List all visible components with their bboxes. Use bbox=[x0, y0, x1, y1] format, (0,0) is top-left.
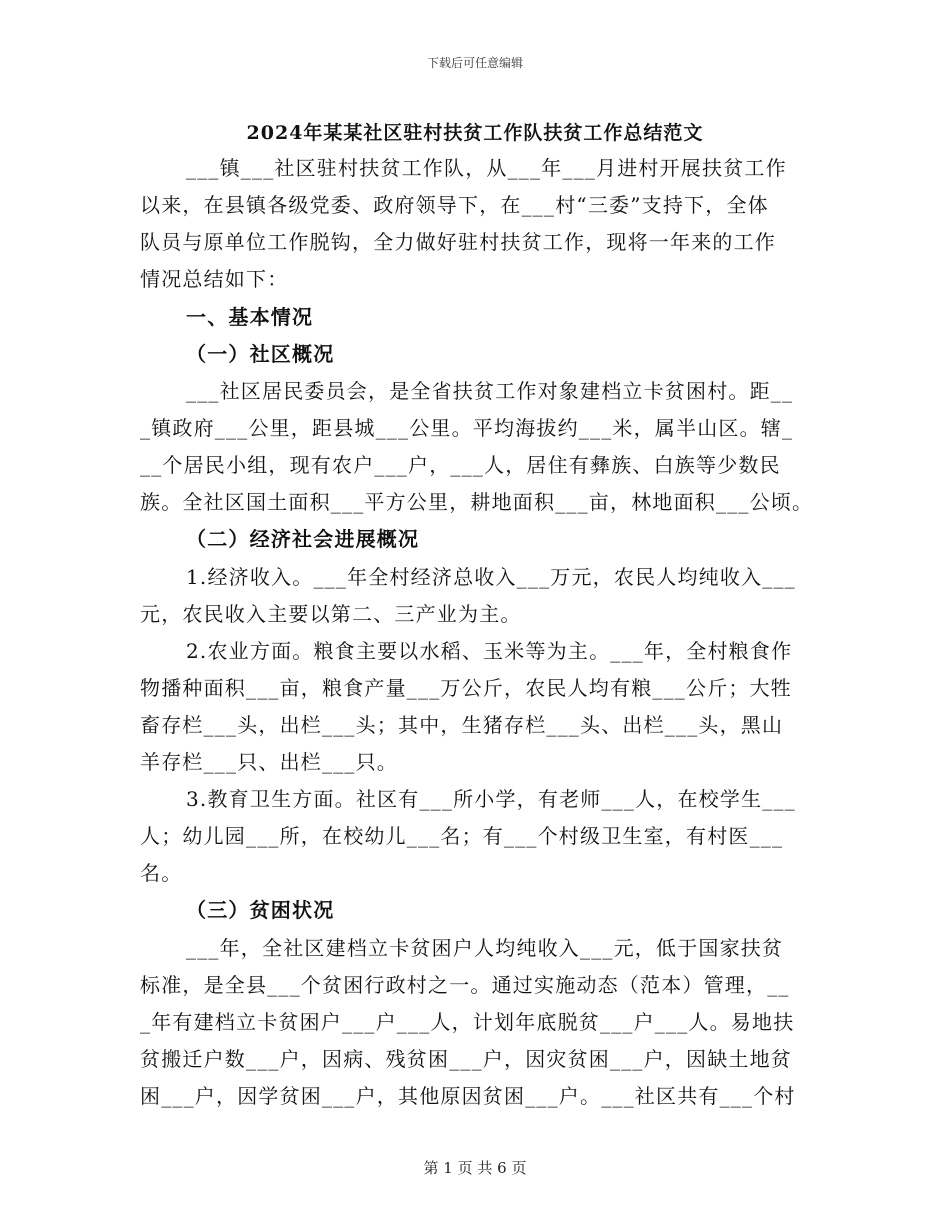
paragraph-line: ___镇___社区驻村扶贫工作队，从___年___月进村开展扶贫工作 bbox=[186, 156, 787, 180]
paragraph-line: 名。 bbox=[140, 861, 183, 885]
paragraph-line: 畜存栏___头，出栏___头；其中，生猪存栏___头、出栏___头，黑山 bbox=[140, 713, 784, 737]
page-header: 下载后可任意编辑 bbox=[426, 56, 523, 70]
paragraph-line: 人；幼儿园___所，在校幼儿___名；有___个村级卫生室，有村医___ bbox=[140, 824, 784, 848]
paragraph-line: 队员与原单位工作脱钩，全力做好驻村扶贫工作，现将一年来的工作 bbox=[140, 230, 776, 254]
paragraph-line: 2.农业方面。粮食主要以水稻、玉米等为主。___年，全村粮食作 bbox=[186, 639, 793, 663]
paragraph-line: 1.经济收入。___年全村经济总收入___万元，农民人均纯收入___ bbox=[186, 565, 796, 589]
section-heading: 一、基本情况 bbox=[186, 305, 314, 329]
paragraph-line: ___年，全社区建档立卡贫困户人均纯收入___元，低于国家扶贫 bbox=[186, 936, 784, 960]
paragraph-line: _镇政府___公里，距县城___公里。平均海拔约___米，属半山区。辖_ bbox=[140, 416, 794, 440]
paragraph-line: 标准，是全县___个贫困行政村之一。通过实施动态（范本）管理，__ bbox=[140, 973, 790, 997]
paragraph-line: _年有建档立卡贫困户___户___人，计划年底脱贫___户___人。易地扶 bbox=[140, 1010, 795, 1034]
subsection-heading: （一）社区概况 bbox=[186, 342, 335, 366]
paragraph-line: 贫搬迁户数___户，因病、残贫困___户，因灾贫困___户，因缺土地贫 bbox=[140, 1047, 792, 1071]
paragraph-line: 以来，在县镇各级党委、政府领导下，在___村“三委”支持下，全体 bbox=[140, 193, 769, 217]
paragraph-line: 羊存栏___只、出栏___只。 bbox=[140, 750, 398, 774]
subsection-heading: （二）经济社会进展概况 bbox=[186, 527, 420, 551]
paragraph-line: 物播种面积___亩，粮食产量___万公斤，农民人均有粮___公斤；大牲 bbox=[140, 676, 792, 700]
document-title: 2024年某某社区驻村扶贫工作队扶贫工作总结范文 bbox=[246, 122, 704, 144]
paragraph-line: 元，农民收入主要以第二、三产业为主。 bbox=[140, 602, 522, 626]
paragraph-line: ___社区居民委员会，是全省扶贫工作对象建档立卡贫困村。距__ bbox=[186, 379, 794, 403]
page-footer: 第 1 页 共 6 页 bbox=[423, 1159, 527, 1177]
paragraph-line: 3.教育卫生方面。社区有___所小学，有老师___人，在校学生___ bbox=[186, 787, 796, 811]
paragraph-line: __个居民小组，现有农户___户，___人，居住有彝族、白族等少数民 bbox=[140, 453, 781, 477]
paragraph-line: 情况总结如下： bbox=[140, 267, 289, 291]
paragraph-line: 族。全社区国土面积___平方公里，耕地面积___亩，林地面积___公顷。 bbox=[140, 490, 814, 514]
subsection-heading: （三）贫困状况 bbox=[186, 898, 335, 922]
paragraph-line: 困___户，因学贫困___户，其他原因贫困___户。___社区共有___个村 bbox=[140, 1084, 796, 1108]
